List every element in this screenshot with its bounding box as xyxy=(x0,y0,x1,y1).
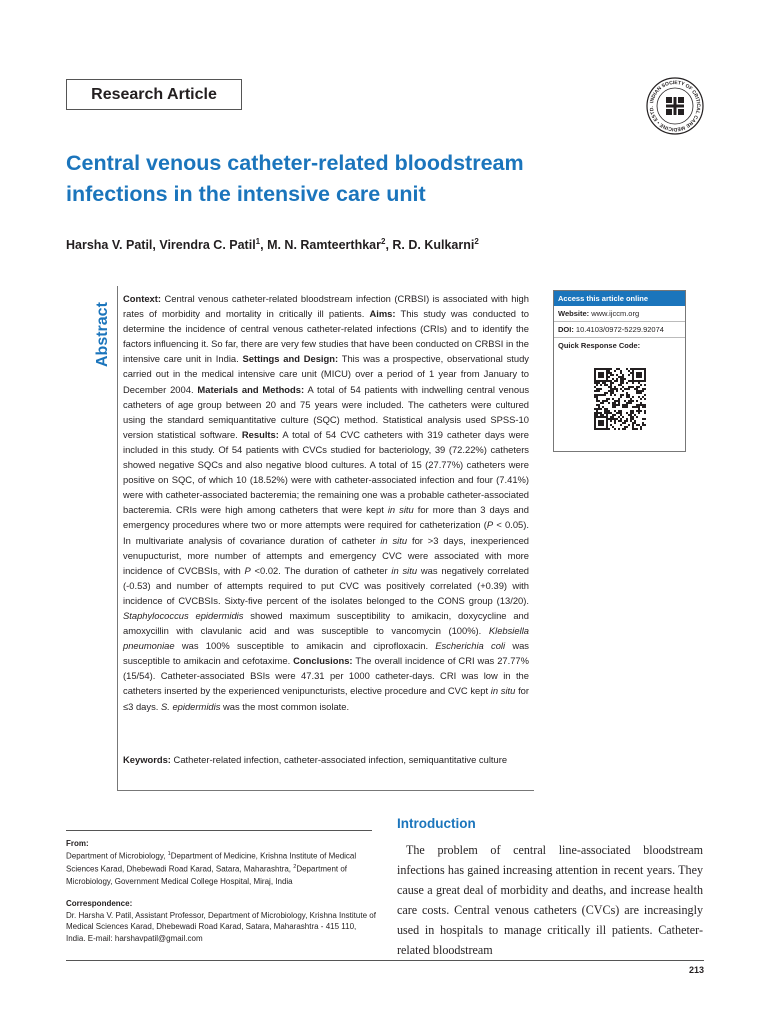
results-text: < 0.05). In multivariate analysis of covariance duration of catheter xyxy=(123,519,529,546)
methods-heading: Materials and Methods: xyxy=(197,383,305,395)
keywords xyxy=(123,751,529,769)
qr-code xyxy=(594,368,646,430)
qr-label: Quick Response Code: xyxy=(558,341,641,350)
affiliation-mark: 2 xyxy=(293,864,297,871)
affiliation-text: Department of Microbiology, Government Medical College Hospital, Miraj, India xyxy=(66,865,348,886)
results-text: P xyxy=(486,519,494,531)
svg-text:INDIAN SOCIETY OF CRITICAL CAR: INDIAN SOCIETY OF CRITICAL CARE MEDICINE • ESTD. xyxy=(648,79,702,133)
introduction-heading: Introduction xyxy=(397,816,476,831)
results-text: A total of 54 CVC catheters with 319 catheter days were included in this study. Of 54 patients with CVCs studied for bacteriology, 39 (72.22%) catheters showed negative SQCs and also negative blood cultures. A total of 15 (27.77%) catheters were positive on SQC, of which 10 (18.52%) were with catheter-associated infection and four (7.41%) were with catheter-associated bacteremia; the remaining one was a probable catheter-associated bacteremia. CRIs were high among catheters that were kept xyxy=(123,428,529,516)
correspondence-heading: Correspondence: xyxy=(66,899,133,909)
results-text: Staphylococcus epidermidis xyxy=(123,609,244,621)
results-text: for >3 days, inexperienced venupucturist, more number of attempts and emergency CVC were associated with more incidence of CVCBSIs, with xyxy=(123,534,529,576)
context-heading: Context: xyxy=(123,293,162,304)
page-number: 213 xyxy=(688,965,704,975)
access-article-box xyxy=(553,290,686,452)
results-text: was 100% susceptible to amikacin and ciprofloxacin. xyxy=(174,640,436,652)
results-text: showed maximum susceptibility to amikacin, doxycycline and amoxycillin with clavulanic acid and was susceptible to vancomycin (100%). xyxy=(123,609,529,637)
abstract-label: Abstract xyxy=(94,302,111,367)
design-text: This was a prospective, observational study carried out in the medical intensive care unit (MICU) over a period of 1 year from January to December 2004. xyxy=(123,353,529,395)
aims-text: This study was conducted to determine the incidence of central venous catheter-related infections (CRIs) and to identify the factors influencing it. So far, there are very few studies that have been conducted on CRBSI in the intensive care unit in India. xyxy=(123,308,529,365)
from-heading: From: xyxy=(66,839,89,848)
abstract-text xyxy=(123,291,529,714)
affiliation-mark: 2 xyxy=(381,237,386,246)
results-text: was negatively correlated (-0.53) and number of attempts required to put CVC was positively correlated (+0.39) with incidence of CVCBSIs. Sixty-five percent of the isolates belonged to the CONS group (13/20). xyxy=(123,564,530,606)
author-names: Harsha V. Patil, Virendra C. Patil xyxy=(66,238,256,253)
conclusions-heading: Conclusions: xyxy=(293,655,353,667)
results-text: P xyxy=(244,564,251,576)
conclusions-text: S. epidermidis xyxy=(160,700,221,712)
results-text: in situ xyxy=(387,504,414,516)
affiliation-text: Department of Microbiology, xyxy=(66,852,168,862)
author-names: , M. N. Ramteerthkar xyxy=(260,238,381,253)
results-heading: Results: xyxy=(241,428,279,440)
results-text: in situ xyxy=(391,564,418,576)
footer-divider xyxy=(66,960,704,961)
keywords-text: Catheter-related infection, catheter-associated infection, semiquantitative culture xyxy=(170,754,508,765)
affiliation-divider xyxy=(66,830,372,831)
affiliation-text: Department of Medicine, Krishna Institute of Medical Sciences Karad, Dhebewadi Road Karad, Satara, Maharashtra, xyxy=(66,852,357,875)
website-row xyxy=(554,306,685,322)
author-list xyxy=(66,237,566,252)
design-heading: Settings and Design: xyxy=(242,353,339,365)
affiliation-mark: 2 xyxy=(474,237,479,246)
results-text: Klebsiella pneumoniae xyxy=(123,625,529,652)
affiliation-mark: 1 xyxy=(255,237,261,246)
affiliations xyxy=(66,838,376,944)
website-link[interactable]: www.ijccm.org xyxy=(589,309,640,318)
doi-row xyxy=(554,322,685,338)
conclusions-text: in situ xyxy=(490,685,516,697)
society-seal-logo xyxy=(645,76,705,136)
author-names: , R. D. Kulkarni xyxy=(385,238,475,253)
conclusions-text: for ≤3 days. xyxy=(123,685,530,712)
title-line-1: Central venous catheter-related bloodstream xyxy=(66,151,524,175)
results-text: was susceptible to amikacin and cefotaxime. xyxy=(123,640,529,667)
title-line-2: infections in the intensive care unit xyxy=(66,182,426,206)
website-label: Website: xyxy=(558,309,590,318)
doi-label: DOI: xyxy=(558,325,574,334)
methods-text: A total of 54 patients with indwelling central venous catheters of age group between 20 and 75 years were included. The catheters were cultured using the standard semiquantitative culture (SQC) method. Statistical analysis used SPSS-10 version statistical software. xyxy=(123,383,530,440)
correspondence-text: Dr. Harsha V. Patil, Assistant Professor, Department of Microbiology, Krishna Institute of Medical Sciences Karad, Dhebewadi Road Karad, Satara, Maharashtra - 415 110, India. E-mail: harshavpatil@gmail.com xyxy=(66,910,376,943)
access-header: Access this article online xyxy=(554,291,685,306)
introduction-text: The problem of central line-associated bloodstream infections has gained increasing attention in recent years. They cause a great deal of morbidity and deaths, and increase health care costs. Central venous catheters (CVCs) are increasingly used in hospitals to manage critically ill patients. Catheter-related bloodstream xyxy=(397,843,703,958)
results-text: for more than 3 days and emergency procedures where two or more attempts were required for catheterization ( xyxy=(123,504,529,531)
affiliation-mark: 1 xyxy=(167,851,171,858)
aims-heading: Aims: xyxy=(369,308,396,320)
doi-link[interactable]: 10.4103/0972-5229.92074 xyxy=(573,325,664,334)
article-title xyxy=(66,148,666,210)
conclusions-text: The overall incidence of CRI was 27.77% (15/54). Catheter-associated BSIs were 47.31 per 1000 catheter-days. CRI was low in the catheters inserted by the experienced venipuncturists, elective procedure and CVC kept xyxy=(123,655,529,697)
context-text: Central venous catheter-related bloodstream infection (CRBSI) is associated with high rates of morbidity and mortality in critically ill patients. xyxy=(123,293,529,320)
conclusions-text: was the most common isolate. xyxy=(220,700,350,712)
results-text: in situ xyxy=(380,534,408,546)
results-text: Escherichia coli xyxy=(435,640,506,652)
article-type-badge: Research Article xyxy=(66,79,242,110)
results-text: <0.02. The duration of catheter xyxy=(250,564,392,576)
keywords-label: Keywords: xyxy=(123,754,171,765)
qr-row xyxy=(554,338,685,353)
